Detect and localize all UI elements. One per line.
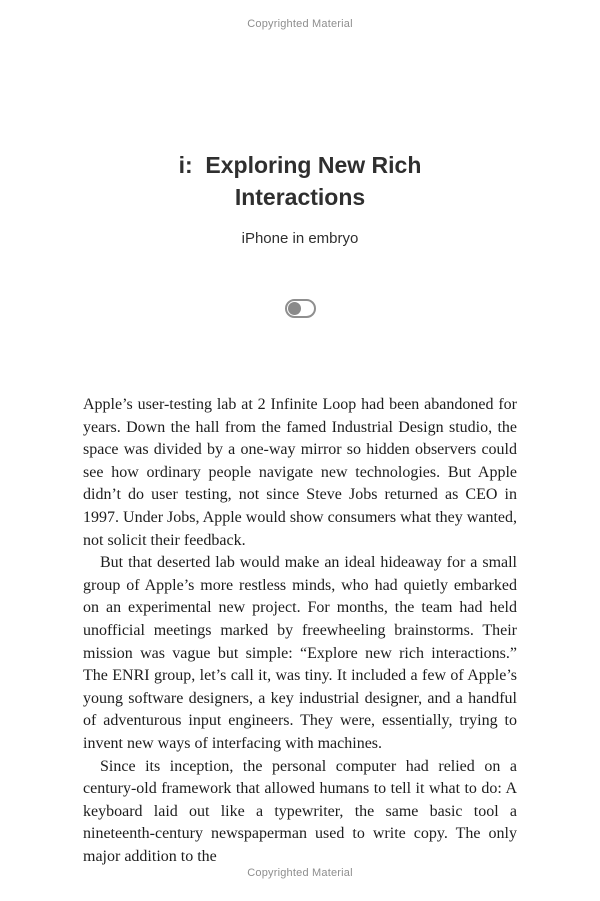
chapter-title-line2: Interactions [234,184,366,210]
paragraph-1: Apple’s user-testing lab at 2 Infinite Loop had been abandoned for years. Down the hall from the famed Industrial Design studio, the space was divided by a one-way mirror so hidden observers could see how ordinary people navigate new technologies. But Apple didn’t do user testing, not since Steve Jobs returned as CEO in 1997. Under Jobs, Apple would show consumers what they wanted, not solicit their feedback. [83,396,517,549]
toggle-switch-off-icon [285,299,316,318]
chapter-title [0,149,600,213]
paragraph-3: Since its inception, the personal computer had relied on a century-old framework that allowed humans to tell it what to do: A keyboard laid out like a typewriter, the same basic tool a nineteenth-century newspaperman used to write copy. The only major addition to the [83,757,517,865]
paragraph-2: But that deserted lab would make an ideal hideaway for a small group of Apple’s more restless minds, who had quietly embarked on an experimental new project. For months, the team had held unofficial meetings marked by freewheeling brainstorms. Their mission was vague but simple: “Explore new rich interactions.” The ENRI group, let’s call it, was tiny. It included a few of Apple’s young software designers, a key industrial designer, and a handful of adventurous input engineers. They were, essentially, trying to invent new ways of interfacing with machines. [83,554,517,752]
toggle-knob-icon [288,302,301,315]
body-text [83,394,517,868]
chapter-title-line1: i: Exploring New Rich [178,152,422,178]
copyright-notice-bottom: Copyrighted Material [247,867,353,879]
copyright-notice-top: Copyrighted Material [247,18,353,30]
chapter-subtitle: iPhone in embryo [241,230,359,247]
chapter-ornament-row [0,299,600,318]
